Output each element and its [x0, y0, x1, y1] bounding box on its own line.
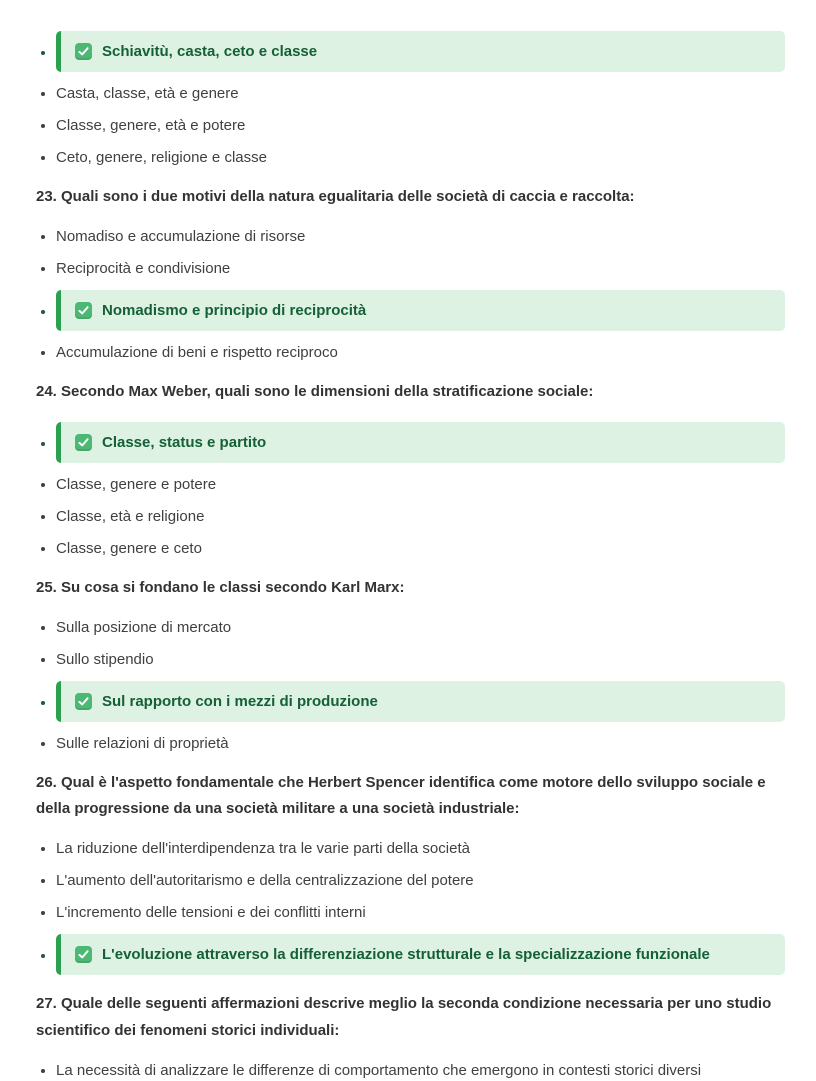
question-text: 25. Su cosa si fondano le classi secondo Karl Marx: — [36, 578, 405, 596]
option-label: L'aumento dell'autoritarismo e della centralizzazione del potere — [56, 872, 474, 890]
quiz-option — [56, 538, 785, 559]
check-icon — [75, 946, 92, 963]
quiz-option — [56, 115, 785, 136]
option-label: • Sul rapporto con i mezzi di produzione — [102, 692, 378, 710]
question-text: 27. Quale delle seguenti affermazioni descrive meglio la seconda condizione necessaria per uno studio scientifico dei fenomeni storici individuali: — [36, 995, 772, 1039]
option-label: Sullo stipendio — [56, 650, 154, 668]
options-list — [36, 1060, 785, 1081]
quiz-option — [56, 506, 785, 527]
option-label: Sulla posizione di mercato — [56, 618, 232, 636]
quiz-option — [56, 649, 785, 670]
quiz-option-correct — [56, 934, 785, 975]
option-label: Accumulazione di beni e rispetto reciproco — [56, 344, 338, 362]
correct-answer-highlight — [56, 290, 785, 331]
option-label: Classe, genere e ceto — [56, 539, 202, 557]
options-list — [36, 31, 785, 168]
check-icon — [75, 302, 92, 319]
option-label: La necessità di analizzare le differenze di comportamento che emergono in contesti storici diversi — [56, 1061, 702, 1079]
quiz-option-correct — [56, 422, 785, 463]
option-label: Classe, genere, età e potere — [56, 117, 246, 134]
options-list — [36, 226, 785, 363]
option-label: • Classe, status e partito — [102, 433, 267, 451]
quiz-option — [56, 838, 785, 859]
option-label: Ceto, genere, religione e classe — [56, 149, 267, 166]
options-list — [36, 422, 785, 559]
option-label: Classe, età e religione — [56, 507, 205, 525]
quiz-option — [56, 1060, 785, 1081]
quiz-option-correct — [56, 31, 785, 72]
option-label: • Schiavitù, casta, ceto e classe — [102, 43, 318, 60]
quiz-option — [56, 147, 785, 168]
correct-answer-highlight — [56, 422, 785, 463]
quiz-option — [56, 226, 785, 247]
option-label: Sulle relazioni di proprietà — [56, 734, 229, 752]
quiz-option — [56, 83, 785, 104]
option-label: Nomadiso e accumulazione di risorse — [56, 228, 306, 246]
option-label: L'incremento delle tensioni e dei conflitti interni — [56, 904, 366, 922]
correct-answer-highlight — [56, 681, 785, 722]
quiz-option — [56, 870, 785, 891]
quiz-option — [56, 258, 785, 279]
check-icon — [75, 43, 92, 60]
quiz-option-correct — [56, 290, 785, 331]
question-text: 23. Quali sono i due motivi della natura egualitaria delle società di caccia e raccolta: — [36, 188, 635, 205]
option-label: • Nomadismo e principio di reciprocità — [102, 302, 367, 320]
quiz-option-correct — [56, 681, 785, 722]
option-label: La riduzione dell'interdipendenza tra le varie parti della società — [56, 840, 470, 858]
option-label: Reciprocità e condivisione — [56, 260, 231, 278]
quiz-option — [56, 342, 785, 363]
question-text: 24. Secondo Max Weber, quali sono le dimensioni della stratificazione sociale: — [36, 383, 594, 401]
options-list — [36, 617, 785, 754]
correct-answer-highlight — [56, 934, 785, 975]
check-icon — [75, 693, 92, 710]
quiz-option — [56, 733, 785, 754]
check-icon — [75, 434, 92, 451]
option-label: Casta, classe, età e genere — [56, 85, 239, 102]
options-list — [36, 838, 785, 975]
option-label: • L'evoluzione attraverso la differenziazione strutturale e la specializzazione funzionale — [102, 946, 710, 964]
correct-answer-highlight — [56, 31, 785, 72]
quiz-option — [56, 902, 785, 923]
question-text: 26. Qual è l'aspetto fondamentale che Herbert Spencer identifica come motore dello sviluppo sociale e della progressione da una società militare a una società industriale: — [36, 773, 766, 817]
quiz-option — [56, 474, 785, 495]
option-label: Classe, genere e potere — [56, 475, 217, 493]
quiz-option — [56, 617, 785, 638]
